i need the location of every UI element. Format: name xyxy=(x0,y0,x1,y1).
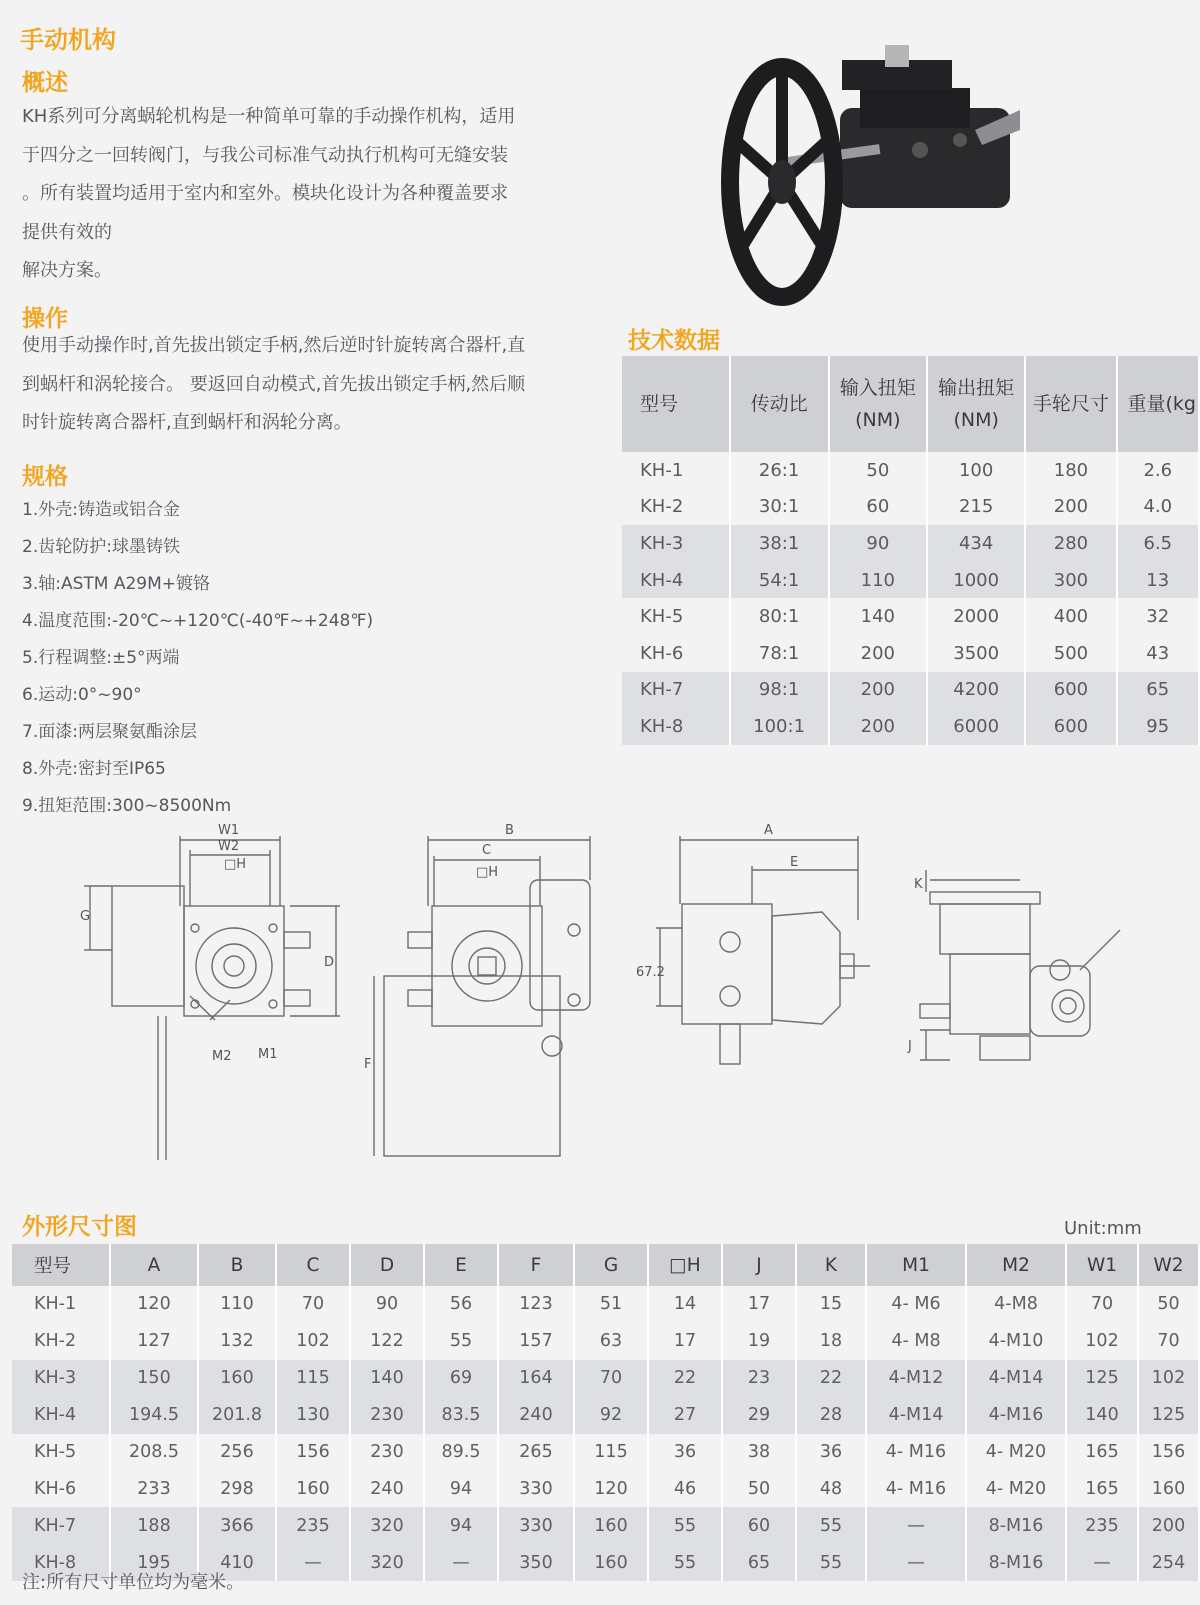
table-cell: 160 xyxy=(276,1470,350,1507)
table-cell: 2000 xyxy=(927,598,1025,635)
table-cell: 122 xyxy=(350,1323,424,1360)
table-cell: 125 xyxy=(1066,1360,1138,1397)
table-cell: 235 xyxy=(1066,1507,1138,1544)
footnote: 注:所有尺寸单位均为毫米。 xyxy=(22,1572,245,1593)
column-header: 型号 xyxy=(622,356,730,452)
table-row xyxy=(622,452,1199,489)
table-cell: 350 xyxy=(498,1544,574,1581)
column-header: E xyxy=(424,1244,498,1286)
table-cell: 92 xyxy=(574,1397,648,1434)
table-cell: 17 xyxy=(722,1286,796,1323)
table-cell: 17 xyxy=(648,1323,722,1360)
side-view-drawing xyxy=(656,836,870,1064)
table-cell: 240 xyxy=(498,1397,574,1434)
table-row xyxy=(12,1323,1199,1360)
table-cell: 150 xyxy=(110,1360,198,1397)
table-header-row xyxy=(622,356,1199,452)
table-cell: 4- M20 xyxy=(966,1470,1066,1507)
table-cell: 94 xyxy=(424,1507,498,1544)
table-cell: 140 xyxy=(829,598,927,635)
label-d: D xyxy=(324,955,335,970)
table-cell: 201.8 xyxy=(198,1397,276,1434)
label-m1: M1 xyxy=(258,1047,278,1062)
spec-item: 8.外壳:密封至IP65 xyxy=(22,759,166,779)
table-cell: 400 xyxy=(1025,598,1116,635)
column-header: A xyxy=(110,1244,198,1286)
table-cell: 46 xyxy=(648,1470,722,1507)
table-cell: 4-M14 xyxy=(866,1397,966,1434)
table-cell: 194.5 xyxy=(110,1397,198,1434)
column-header: B xyxy=(198,1244,276,1286)
table-cell: 83.5 xyxy=(424,1397,498,1434)
table-cell: 102 xyxy=(1066,1323,1138,1360)
table-cell: 140 xyxy=(1066,1397,1138,1434)
table-cell: 4- M16 xyxy=(866,1470,966,1507)
table-cell: 600 xyxy=(1025,672,1116,709)
table-cell: 200 xyxy=(829,635,927,672)
table-cell: 48 xyxy=(796,1470,866,1507)
table-row xyxy=(622,635,1199,672)
table-cell: 80:1 xyxy=(730,598,829,635)
table-row xyxy=(622,708,1199,745)
table-header-row xyxy=(12,1244,1199,1286)
table-cell: 54:1 xyxy=(730,562,829,599)
label-m2: M2 xyxy=(212,1049,232,1064)
table-cell: KH-4 xyxy=(622,562,730,599)
table-cell: 120 xyxy=(574,1470,648,1507)
table-cell: 127 xyxy=(110,1323,198,1360)
table-cell: 43 xyxy=(1117,635,1199,672)
table-cell: 160 xyxy=(574,1544,648,1581)
table-row xyxy=(622,598,1199,635)
table-cell: 156 xyxy=(276,1434,350,1471)
table-cell: 230 xyxy=(350,1397,424,1434)
table-cell: 100:1 xyxy=(730,708,829,745)
table-cell: 157 xyxy=(498,1323,574,1360)
table-cell: 4-M12 xyxy=(866,1360,966,1397)
table-cell: KH-5 xyxy=(622,598,730,635)
table-cell: 32 xyxy=(1117,598,1199,635)
table-cell: 200 xyxy=(829,672,927,709)
table-cell: 50 xyxy=(722,1470,796,1507)
table-cell: 13 xyxy=(1117,562,1199,599)
table-cell: 240 xyxy=(350,1470,424,1507)
table-cell: 4- M16 xyxy=(866,1434,966,1471)
handwheel-gearbox-image xyxy=(720,40,1040,310)
table-cell: 38:1 xyxy=(730,525,829,562)
table-cell: 70 xyxy=(1138,1323,1199,1360)
table-cell: 60 xyxy=(829,489,927,526)
table-cell: — xyxy=(866,1507,966,1544)
table-cell: 14 xyxy=(648,1286,722,1323)
table-cell: 500 xyxy=(1025,635,1116,672)
table-cell: 320 xyxy=(350,1544,424,1581)
table-cell: 55 xyxy=(796,1544,866,1581)
table-cell: KH-3 xyxy=(12,1360,110,1397)
table-cell: KH-1 xyxy=(12,1286,110,1323)
table-cell: KH-8 xyxy=(622,708,730,745)
column-header: 手轮尺寸 xyxy=(1025,356,1116,452)
table-cell: 69 xyxy=(424,1360,498,1397)
label-67-2: 67.2 xyxy=(636,965,665,980)
spec-item: 1.外壳:铸造或铝合金 xyxy=(22,500,180,520)
table-cell: KH-3 xyxy=(622,525,730,562)
table-cell: 51 xyxy=(574,1286,648,1323)
column-header: M1 xyxy=(866,1244,966,1286)
table-cell: 410 xyxy=(198,1544,276,1581)
column-header: 重量(kg xyxy=(1117,356,1199,452)
table-cell: 2.6 xyxy=(1117,452,1199,489)
spec-item: 3.轴:ASTM A29M+镀铬 xyxy=(22,574,210,594)
table-cell: 8-M16 xyxy=(966,1544,1066,1581)
table-cell: 30:1 xyxy=(730,489,829,526)
table-cell: 6.5 xyxy=(1117,525,1199,562)
table-row xyxy=(12,1397,1199,1434)
spec-item: 6.运动:0°~90° xyxy=(22,685,142,705)
table-cell: 200 xyxy=(1138,1507,1199,1544)
table-cell: 256 xyxy=(198,1434,276,1471)
spec-item: 5.行程调整:±5°两端 xyxy=(22,648,180,668)
table-cell: 4.0 xyxy=(1117,489,1199,526)
operation-line: 时针旋转离合器杆,直到蜗杆和涡轮分离。 xyxy=(22,412,352,433)
table-cell: 115 xyxy=(276,1360,350,1397)
table-cell: 125 xyxy=(1138,1397,1199,1434)
table-cell: 156 xyxy=(1138,1434,1199,1471)
table-cell: 4200 xyxy=(927,672,1025,709)
table-cell: 28 xyxy=(796,1397,866,1434)
table-row xyxy=(12,1470,1199,1507)
table-cell: 110 xyxy=(198,1286,276,1323)
table-cell: 366 xyxy=(198,1507,276,1544)
table-cell: 94 xyxy=(424,1470,498,1507)
table-cell: 70 xyxy=(276,1286,350,1323)
table-row xyxy=(12,1507,1199,1544)
label-g: G xyxy=(80,909,91,924)
table-cell: 140 xyxy=(350,1360,424,1397)
table-cell: 60 xyxy=(722,1507,796,1544)
column-header: K xyxy=(796,1244,866,1286)
label-a: A xyxy=(764,823,773,838)
table-cell: 123 xyxy=(498,1286,574,1323)
operation-title: 操作 xyxy=(22,306,68,332)
table-cell: 300 xyxy=(1025,562,1116,599)
table-cell: 180 xyxy=(1025,452,1116,489)
table-cell: 98:1 xyxy=(730,672,829,709)
front-view-drawing xyxy=(84,836,340,1160)
table-cell: 36 xyxy=(648,1434,722,1471)
table-cell: 102 xyxy=(1138,1360,1199,1397)
table-cell: 330 xyxy=(498,1507,574,1544)
table-cell: 330 xyxy=(498,1470,574,1507)
table-cell: 3500 xyxy=(927,635,1025,672)
table-cell: KH-6 xyxy=(12,1470,110,1507)
overview-line: 解决方案。 xyxy=(22,260,112,281)
table-cell: 254 xyxy=(1138,1544,1199,1581)
table-row xyxy=(12,1360,1199,1397)
unit-label: Unit:mm xyxy=(1064,1218,1142,1239)
table-cell: 235 xyxy=(276,1507,350,1544)
table-cell: 90 xyxy=(350,1286,424,1323)
table-cell: 4- M20 xyxy=(966,1434,1066,1471)
table-cell: KH-2 xyxy=(12,1323,110,1360)
column-header: W2 xyxy=(1138,1244,1199,1286)
table-cell: 215 xyxy=(927,489,1025,526)
table-cell: KH-6 xyxy=(622,635,730,672)
table-cell: 56 xyxy=(424,1286,498,1323)
table-cell: 165 xyxy=(1066,1434,1138,1471)
table-cell: 6000 xyxy=(927,708,1025,745)
table-cell: 160 xyxy=(574,1507,648,1544)
column-header: M2 xyxy=(966,1244,1066,1286)
column-header: D xyxy=(350,1244,424,1286)
label-w2: W2 xyxy=(218,839,240,854)
table-row xyxy=(12,1286,1199,1323)
overview-title: 概述 xyxy=(22,70,68,96)
table-cell: 600 xyxy=(1025,708,1116,745)
table-cell: 4-M8 xyxy=(966,1286,1066,1323)
table-cell: 63 xyxy=(574,1323,648,1360)
label-e: E xyxy=(790,855,799,870)
table-cell: 15 xyxy=(796,1286,866,1323)
table-cell: 23 xyxy=(722,1360,796,1397)
table-cell: 195 xyxy=(110,1544,198,1581)
column-header: 传动比 xyxy=(730,356,829,452)
table-cell: 65 xyxy=(722,1544,796,1581)
table-row xyxy=(622,489,1199,526)
column-header: G xyxy=(574,1244,648,1286)
table-cell: 89.5 xyxy=(424,1434,498,1471)
table-cell: 4- M6 xyxy=(866,1286,966,1323)
tech-data-title: 技术数据 xyxy=(628,328,720,354)
table-cell: 200 xyxy=(829,708,927,745)
table-cell: 22 xyxy=(648,1360,722,1397)
table-cell: 233 xyxy=(110,1470,198,1507)
operation-line: 到蜗杆和涡轮接合。 要返回自动模式,首先拔出锁定手柄,然后顺 xyxy=(22,373,526,395)
table-cell: 120 xyxy=(110,1286,198,1323)
table-cell: — xyxy=(276,1544,350,1581)
table-cell: 50 xyxy=(829,452,927,489)
dimensions-title: 外形尺寸图 xyxy=(22,1214,137,1240)
table-cell: 4-M14 xyxy=(966,1360,1066,1397)
table-cell: 50 xyxy=(1138,1286,1199,1323)
table-cell: 165 xyxy=(1066,1470,1138,1507)
table-cell: 160 xyxy=(198,1360,276,1397)
table-cell: 55 xyxy=(796,1507,866,1544)
table-cell: KH-2 xyxy=(622,489,730,526)
table-cell: 188 xyxy=(110,1507,198,1544)
table-cell: 102 xyxy=(276,1323,350,1360)
table-cell: 55 xyxy=(648,1544,722,1581)
top-view-drawing xyxy=(374,836,590,1156)
table-cell: 208.5 xyxy=(110,1434,198,1471)
label-f: F xyxy=(364,1057,372,1072)
overview-line: 提供有效的 xyxy=(22,221,112,243)
dimension-drawings xyxy=(0,820,1200,1170)
table-cell: 164 xyxy=(498,1360,574,1397)
table-cell: 265 xyxy=(498,1434,574,1471)
table-cell: 132 xyxy=(198,1323,276,1360)
table-cell: 65 xyxy=(1117,672,1199,709)
column-header: 型号 xyxy=(12,1244,110,1286)
overview-line: 。所有装置均适用于室内和室外。模块化设计为各种覆盖要求 xyxy=(22,183,508,204)
overview-line: 于四分之一回转阀门，与我公司标准气动执行机构可无缝安装 xyxy=(22,144,508,166)
table-cell: 22 xyxy=(796,1360,866,1397)
label-k: K xyxy=(914,877,923,892)
spec-item: 7.面漆:两层聚氨酯涂层 xyxy=(22,722,197,742)
dimensions-table xyxy=(12,1244,1200,1581)
rear-view-drawing xyxy=(920,870,1120,1060)
column-header: 输出扭矩 (NM) xyxy=(927,356,1025,452)
spec-item: 9.扭矩范围:300~8500Nm xyxy=(22,796,232,816)
column-header: 输入扭矩 (NM) xyxy=(829,356,927,452)
table-cell: — xyxy=(1066,1544,1138,1581)
table-cell: KH-7 xyxy=(12,1507,110,1544)
table-cell: 100 xyxy=(927,452,1025,489)
table-cell: 4-M16 xyxy=(966,1397,1066,1434)
overview-line: KH系列可分离蜗轮机构是一种简单可靠的手动操作机构，适用 xyxy=(22,106,516,127)
column-header: C xyxy=(276,1244,350,1286)
table-cell: 78:1 xyxy=(730,635,829,672)
table-cell: 90 xyxy=(829,525,927,562)
table-cell: 18 xyxy=(796,1323,866,1360)
page-title: 手动机构 xyxy=(20,26,116,54)
table-cell: 115 xyxy=(574,1434,648,1471)
label-h-top: □H xyxy=(476,865,499,880)
table-cell: 70 xyxy=(574,1360,648,1397)
spec-item: 2.齿轮防护:球墨铸铁 xyxy=(22,537,180,557)
specs-list xyxy=(22,492,373,825)
table-cell: 8-M16 xyxy=(966,1507,1066,1544)
table-row xyxy=(12,1434,1199,1471)
overview-text xyxy=(22,98,582,291)
column-header: W1 xyxy=(1066,1244,1138,1286)
table-cell: 230 xyxy=(350,1434,424,1471)
table-cell: 55 xyxy=(424,1323,498,1360)
table-cell: KH-7 xyxy=(622,672,730,709)
table-cell: 26:1 xyxy=(730,452,829,489)
label-h: □H xyxy=(224,857,247,872)
column-header: F xyxy=(498,1244,574,1286)
table-cell: 70 xyxy=(1066,1286,1138,1323)
label-j: J xyxy=(908,1039,912,1054)
table-cell: 55 xyxy=(648,1507,722,1544)
table-cell: — xyxy=(866,1544,966,1581)
column-header: J xyxy=(722,1244,796,1286)
spec-item: 4.温度范围:-20℃~+120℃(-40℉~+248℉) xyxy=(22,611,374,631)
table-cell: 29 xyxy=(722,1397,796,1434)
table-row xyxy=(622,525,1199,562)
operation-line: 使用手动操作时,首先拔出锁定手柄,然后逆时针旋转离合器杆,直 xyxy=(22,335,526,356)
column-header: □H xyxy=(648,1244,722,1286)
table-cell: 27 xyxy=(648,1397,722,1434)
label-w1: W1 xyxy=(218,823,240,838)
table-row xyxy=(622,672,1199,709)
table-cell: KH-1 xyxy=(622,452,730,489)
table-row xyxy=(622,562,1199,599)
label-c: C xyxy=(482,843,492,858)
table-cell: 4- M8 xyxy=(866,1323,966,1360)
table-cell: 19 xyxy=(722,1323,796,1360)
table-cell: 4-M10 xyxy=(966,1323,1066,1360)
operation-text xyxy=(22,327,592,443)
table-cell: 298 xyxy=(198,1470,276,1507)
table-cell: 36 xyxy=(796,1434,866,1471)
specs-title: 规格 xyxy=(22,464,68,490)
table-cell: 434 xyxy=(927,525,1025,562)
table-cell: — xyxy=(424,1544,498,1581)
table-cell: 130 xyxy=(276,1397,350,1434)
table-cell: 320 xyxy=(350,1507,424,1544)
table-cell: KH-4 xyxy=(12,1397,110,1434)
tech-data-table xyxy=(622,356,1200,745)
table-cell: 160 xyxy=(1138,1470,1199,1507)
table-cell: 280 xyxy=(1025,525,1116,562)
table-cell: KH-8 xyxy=(12,1544,110,1581)
table-cell: 1000 xyxy=(927,562,1025,599)
table-cell: 200 xyxy=(1025,489,1116,526)
table-cell: 38 xyxy=(722,1434,796,1471)
table-cell: 110 xyxy=(829,562,927,599)
label-b: B xyxy=(505,823,514,838)
table-cell: KH-5 xyxy=(12,1434,110,1471)
table-cell: 95 xyxy=(1117,708,1199,745)
